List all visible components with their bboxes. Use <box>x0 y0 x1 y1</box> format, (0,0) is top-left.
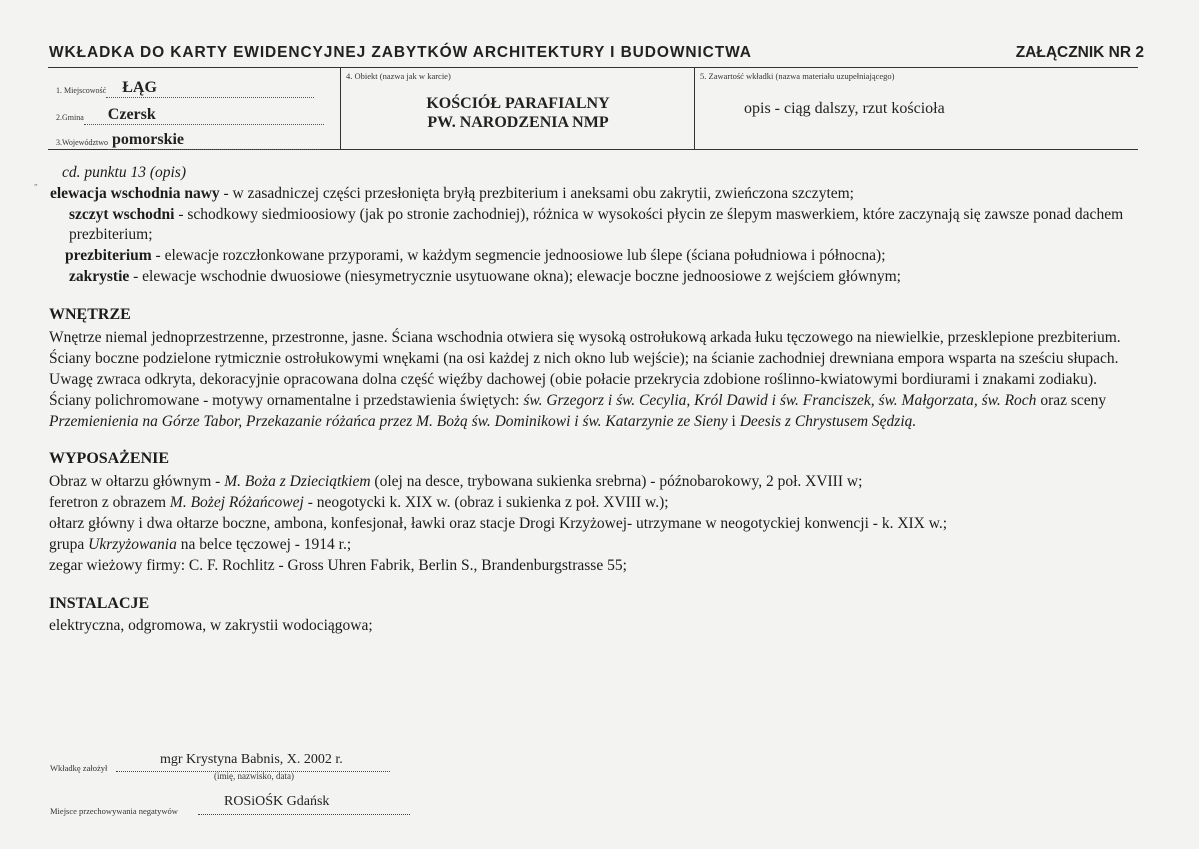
text-run: na belce tęczowej - 1914 r.; <box>176 536 352 553</box>
facade-line <box>69 205 1123 226</box>
voivodeship-line <box>108 131 320 150</box>
prepared-caption: (imię, nazwisko, data) <box>214 771 294 781</box>
text-run: Obraz w ołtarzu głównym - <box>49 473 225 490</box>
locality-value: ŁĄG <box>122 79 157 96</box>
text-run: Ściany boczne podzielone rytmicznie ostrołukowymi wnękami (na osi każdej z nich okno lub wejście); na ścianie zachodniej drewniana empora wsparta na sześciu słupach. <box>49 350 1119 367</box>
document-title: WKŁADKA DO KARTY EWIDENCYJNEJ ZABYTKÓW ARCHITEKTURY I BUDOWNICTWA <box>49 44 752 61</box>
bold-term: zakrystie <box>69 268 130 285</box>
italic-title: Przemienienia na Górze Tabor, Przekazanie różańca przez M. Bożą św. Dominikowi i św. Katarzynie ze Sieny <box>49 413 728 430</box>
object-name-line1: KOŚCIÓŁ PARAFIALNY <box>426 95 610 112</box>
object-cell <box>341 68 695 149</box>
furnishing-line <box>49 493 669 514</box>
section-intro: cd. punktu 13 (opis) <box>62 164 186 181</box>
commune-field <box>56 107 324 125</box>
text-run: - elewacje rozczłonkowane przyporami, w każdym segmencie jednoosiowe lub ślepe (ściana południowa i północna); <box>151 247 886 264</box>
commune-label: 2.Gmina <box>56 113 84 122</box>
text-run: feretron z obrazem <box>49 494 170 511</box>
commune-value: Czersk <box>107 106 156 123</box>
facade-line <box>69 267 901 288</box>
furnishing-line <box>49 535 351 556</box>
furnishing-line <box>49 556 627 577</box>
text-run: Uwagę zwraca odkryta, dekoracyjnie opracowana dolna część więźby dachowej (obie połacie przekrycia zdobione roślinno-kwiatowymi bordiurami i znakami zodiaku). <box>49 371 1097 388</box>
text-run: ołtarz główny i dwa ołtarze boczne, ambona, konfesjonał, ławki oraz stacje Drogi Krzyżowej- utrzymane w neogotyckiej konwencji - k. XIX w.; <box>49 515 948 532</box>
prepared-label: Wkładkę założył <box>50 763 108 773</box>
text-run: Ściany polichromowane - motywy ornamentalne i przedstawienia świętych: <box>49 392 524 409</box>
interior-line <box>49 328 1121 349</box>
object-name <box>341 94 695 132</box>
interior-line <box>49 370 1097 391</box>
text-run: prezbiterium; <box>69 226 153 243</box>
text-run: - w zasadniczej części przesłonięta bryłą prezbiterium i aneksami obu zakrytii, zwieńczona szczytem; <box>219 185 854 202</box>
italic-title: św. Grzegorz i św. Cecylia, Król Dawid i św. Franciszek, św. Małgorzata, św. Roch <box>523 392 1037 409</box>
facade-line <box>65 246 886 267</box>
text-run: i <box>727 413 740 430</box>
italic-title: Ukrzyżowania <box>88 536 177 553</box>
text-run: Wnętrze niemal jednoprzestrzenne, przestronne, jasne. Ściana wschodnia otwiera się wysoką ostrołukową arkada łuku tęczowego na niewielkie, przesklepione prezbiterium. <box>49 329 1121 346</box>
installations-heading: INSTALACJE <box>49 595 150 612</box>
text-run: oraz sceny <box>1036 392 1107 409</box>
furnishing-heading: WYPOSAŻENIE <box>49 450 170 467</box>
text-run: - elewacje wschodnie dwuosiowe (niesymetrycznie usytuowane okna); elewacje boczne jednoosiowe z wejściem głównym; <box>129 268 901 285</box>
furnishing-line <box>49 472 862 493</box>
annex-number: ZAŁĄCZNIK NR 2 <box>1015 44 1144 61</box>
text-run: grupa <box>49 536 89 553</box>
facade-line <box>69 225 153 246</box>
content-caption: 5. Zawartość wkładki (nazwa materiału uzupełniającego) <box>700 71 895 81</box>
furnishing-line <box>49 514 947 535</box>
text-run: (olej na desce, trybowana sukienka srebrna) - późnobarokowy, 2 poł. XVIII w; <box>370 473 863 490</box>
prepared-value: mgr Krystyna Babnis, X. 2002 r. <box>160 752 343 767</box>
voivodeship-label: 3.Województwo <box>56 138 109 147</box>
italic-title: M. Bożej Różańcowej <box>169 494 304 511</box>
interior-heading: WNĘTRZE <box>49 306 131 323</box>
header-form <box>48 67 1138 150</box>
voivodeship-value: pomorskie <box>112 131 185 148</box>
locality-label: 1. Miejscowość <box>56 86 107 95</box>
text-run: - schodkowy siedmioosiowy (jak po stronie zachodniej), różnica w wysokości płycin ze ślepym maswerkiem, które zaczynają się zawsze ponad dachem <box>174 206 1124 223</box>
bold-term: prezbiterium <box>65 247 152 264</box>
bold-term: elewacja wschodnia nawy <box>50 185 220 202</box>
italic-title: M. Boża z Dzieciątkiem <box>224 473 371 490</box>
object-name-line2: PW. NARODZENIA NMP <box>427 114 609 131</box>
installations-text: elektryczna, odgromowa, w zakrystii wodociągowa; <box>49 617 373 634</box>
text-run: - neogotycki k. XIX w. (obraz i sukienka z poł. XVIII w.); <box>303 494 669 511</box>
interior-line <box>49 391 1106 412</box>
facade-line <box>50 184 854 205</box>
object-caption: 4. Obiekt (nazwa jak w karcie) <box>346 71 451 81</box>
commune-line <box>84 106 324 125</box>
storage-value: ROSiOŚK Gdańsk <box>224 794 330 809</box>
locality-line <box>106 79 314 98</box>
margin-mark: „ <box>34 178 38 187</box>
locality-field <box>56 80 314 98</box>
italic-title: Deesis z Chrystusem Sędzią. <box>739 413 917 430</box>
content-value: opis - ciąg dalszy, rzut kościoła <box>744 100 945 117</box>
bold-term: szczyt wschodni <box>69 206 175 223</box>
interior-line <box>49 349 1119 370</box>
voivodeship-field <box>56 132 320 150</box>
storage-label: Miejsce przechowywania negatywów <box>50 806 178 816</box>
interior-line <box>49 412 916 433</box>
text-run: zegar wieżowy firmy: C. F. Rochlitz - Gross Uhren Fabrik, Berlin S., Brandenburgstrasse 55; <box>49 557 627 574</box>
